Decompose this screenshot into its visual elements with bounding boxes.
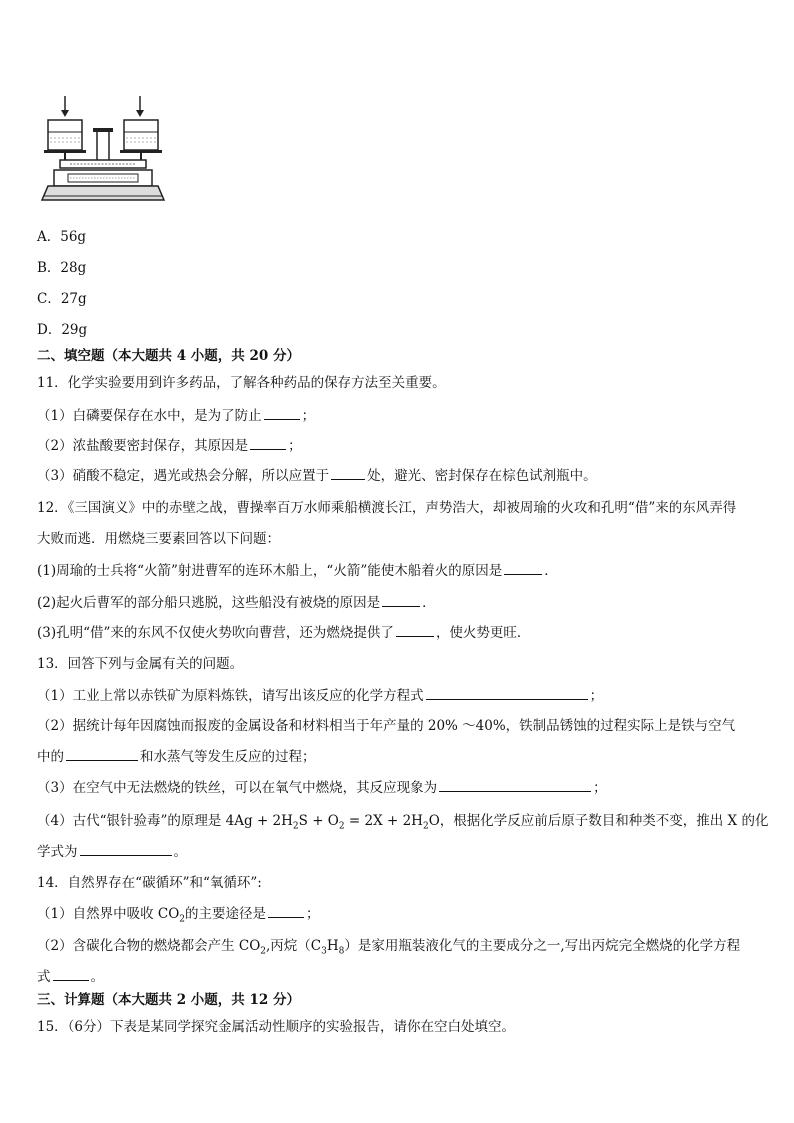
q11-part3-text: （3）硝酸不稳定，遇光或热会分解，所以应置于 [37, 468, 330, 484]
subscript: 8 [338, 946, 345, 957]
q11-stem: 11．化学实验要用到许多药品，了解各种药品的保存方法至关重要。 [37, 375, 446, 391]
answer-blank[interactable] [504, 562, 542, 575]
q15-stem: 15．（6分）下表是某同学探究金属活动性顺序的实验报告，请你在空白处填空。 [37, 1019, 516, 1035]
punct: ． [544, 563, 558, 579]
q14-part2-text-cont: ）是家用瓶装液化气的主要成分之一,写出丙烷完全燃烧的化学方程 [344, 938, 741, 954]
q11-part2-text: （2）浓盐酸要密封保存，其原因是 [37, 438, 249, 454]
q13-part2-text: 中的 [37, 749, 64, 765]
q13-part4-line1 [37, 812, 768, 836]
q14-part2-text: （2）含碳化合物的燃烧都会产生 CO [37, 938, 261, 954]
answer-blank[interactable] [331, 467, 365, 480]
answer-blank[interactable] [53, 968, 89, 981]
answer-blank[interactable] [426, 687, 588, 700]
punct: ； [301, 408, 316, 424]
answer-blank[interactable] [396, 624, 434, 637]
q14-part2-line1 [37, 937, 740, 961]
q12-part1-text: (1)周瑜的士兵将“火箭”射进曹军的连环木船上，“火箭”能使木船着火的原因是 [37, 563, 503, 579]
punct: ； [306, 906, 320, 922]
q12-part2 [37, 594, 436, 612]
subscript: 3 [321, 946, 327, 957]
q12-stem-line1: 12．《三国演义》中的赤壁之战，曹操率百万水师乘船横渡长江，声势浩大，却被周瑜的火攻和孔明“借”来的东风弄得 [37, 500, 737, 516]
q12-stem-line2: 大败而逃．用燃烧三要素回答以下问题： [37, 531, 280, 547]
equation-text: S + O [298, 813, 339, 829]
q14-part1 [37, 905, 320, 929]
subscript: 2 [422, 821, 429, 832]
subscript: 2 [292, 821, 299, 832]
subscript: 2 [179, 914, 186, 925]
option-a: A．56g [37, 229, 87, 245]
q11-part3-text-end: 处，避光、密封保存在棕色试剂瓶中。 [367, 468, 597, 484]
q13-part3-text: （3）在空气中无法燃烧的铁丝，可以在氧气中燃烧，其反应现象为 [37, 780, 438, 796]
answer-blank[interactable] [382, 594, 420, 607]
q13-part4-line2 [37, 843, 187, 861]
section-heading-calculation: 三、计算题（本大题共 2 小题，共 12 分） [37, 992, 300, 1008]
punct: 。 [173, 844, 187, 860]
q12-part3 [37, 624, 530, 642]
q14-stem: 14．自然界存在“碳循环”和“氧循环”: [37, 875, 262, 891]
q13-part1 [37, 687, 603, 705]
equation-text: = 2X + 2H [344, 813, 423, 829]
answer-blank[interactable] [66, 748, 138, 761]
equation-text: O，根据化学反应前后原子数目和种类不变，推出 X 的化 [428, 813, 769, 829]
answer-blank[interactable] [264, 407, 300, 420]
q13-part4-text: 学式为 [37, 844, 78, 860]
section-heading-fill-blank: 二、填空题（本大题共 4 小题，共 20 分） [37, 348, 300, 364]
punct: ； [593, 780, 607, 796]
q11-part1-text: （1）白磷要保存在水中，是为了防止 [37, 408, 262, 424]
punct: ． [422, 595, 436, 611]
balance-scale-icon [40, 92, 170, 208]
answer-blank[interactable] [439, 779, 591, 792]
q12-part2-text: (2)起火后曹军的部分船只逃脱，这些船没有被烧的原因是 [37, 595, 381, 611]
q11-part2 [37, 437, 302, 455]
q11-part3 [37, 467, 597, 485]
q13-part1-text: （1）工业上常以赤铁矿为原料炼铁，请写出该反应的化学方程式 [37, 688, 424, 704]
answer-blank[interactable] [268, 905, 304, 918]
q12-part3-text: (3)孔明“借”来的东风不仅使火势吹向曹营，还为燃烧提供了 [37, 625, 394, 641]
balance-scale-figure [40, 92, 170, 208]
q14-part1-text: （1）自然界中吸收 CO [37, 906, 180, 922]
q14-part1-text-cont: 的主要途径是 [185, 906, 267, 922]
subscript: 2 [260, 946, 267, 957]
q12-part1 [37, 562, 558, 580]
q13-part2-line2 [37, 748, 316, 766]
q11-part1 [37, 407, 315, 425]
answer-blank[interactable] [250, 437, 286, 450]
option-b: B．28g [37, 260, 87, 276]
q13-part2-text-end: 和水蒸气等发生反应的过程； [140, 749, 316, 765]
option-d: D．29g [37, 322, 88, 338]
subscript: 2 [338, 821, 345, 832]
punct: 。 [90, 969, 104, 985]
answer-blank[interactable] [80, 843, 172, 856]
q14-part2-text-cont: H [326, 938, 339, 954]
q14-part2-text-cont: ,丙烷（C [266, 938, 322, 954]
equation-text: （4）古代“银针验毒”的原理是 4Ag + 2H [37, 813, 293, 829]
punct: ； [288, 438, 302, 454]
q12-part3-text-end: ，使火势更旺． [435, 625, 531, 641]
q13-part3 [37, 779, 607, 797]
punct: ； [589, 688, 604, 704]
q13-stem: 13．回答下列与金属有关的问题。 [37, 656, 244, 672]
q14-part2-line2 [37, 968, 104, 986]
q14-part2-text-end: 式 [37, 969, 51, 985]
q13-part2-line1: （2）据统计每年因腐蚀而报废的金属设备和材料相当于年产量的 20% ～40%，铁制品锈蚀的过程实际上是铁与空气 [37, 718, 736, 734]
option-c: C．27g [37, 291, 87, 307]
